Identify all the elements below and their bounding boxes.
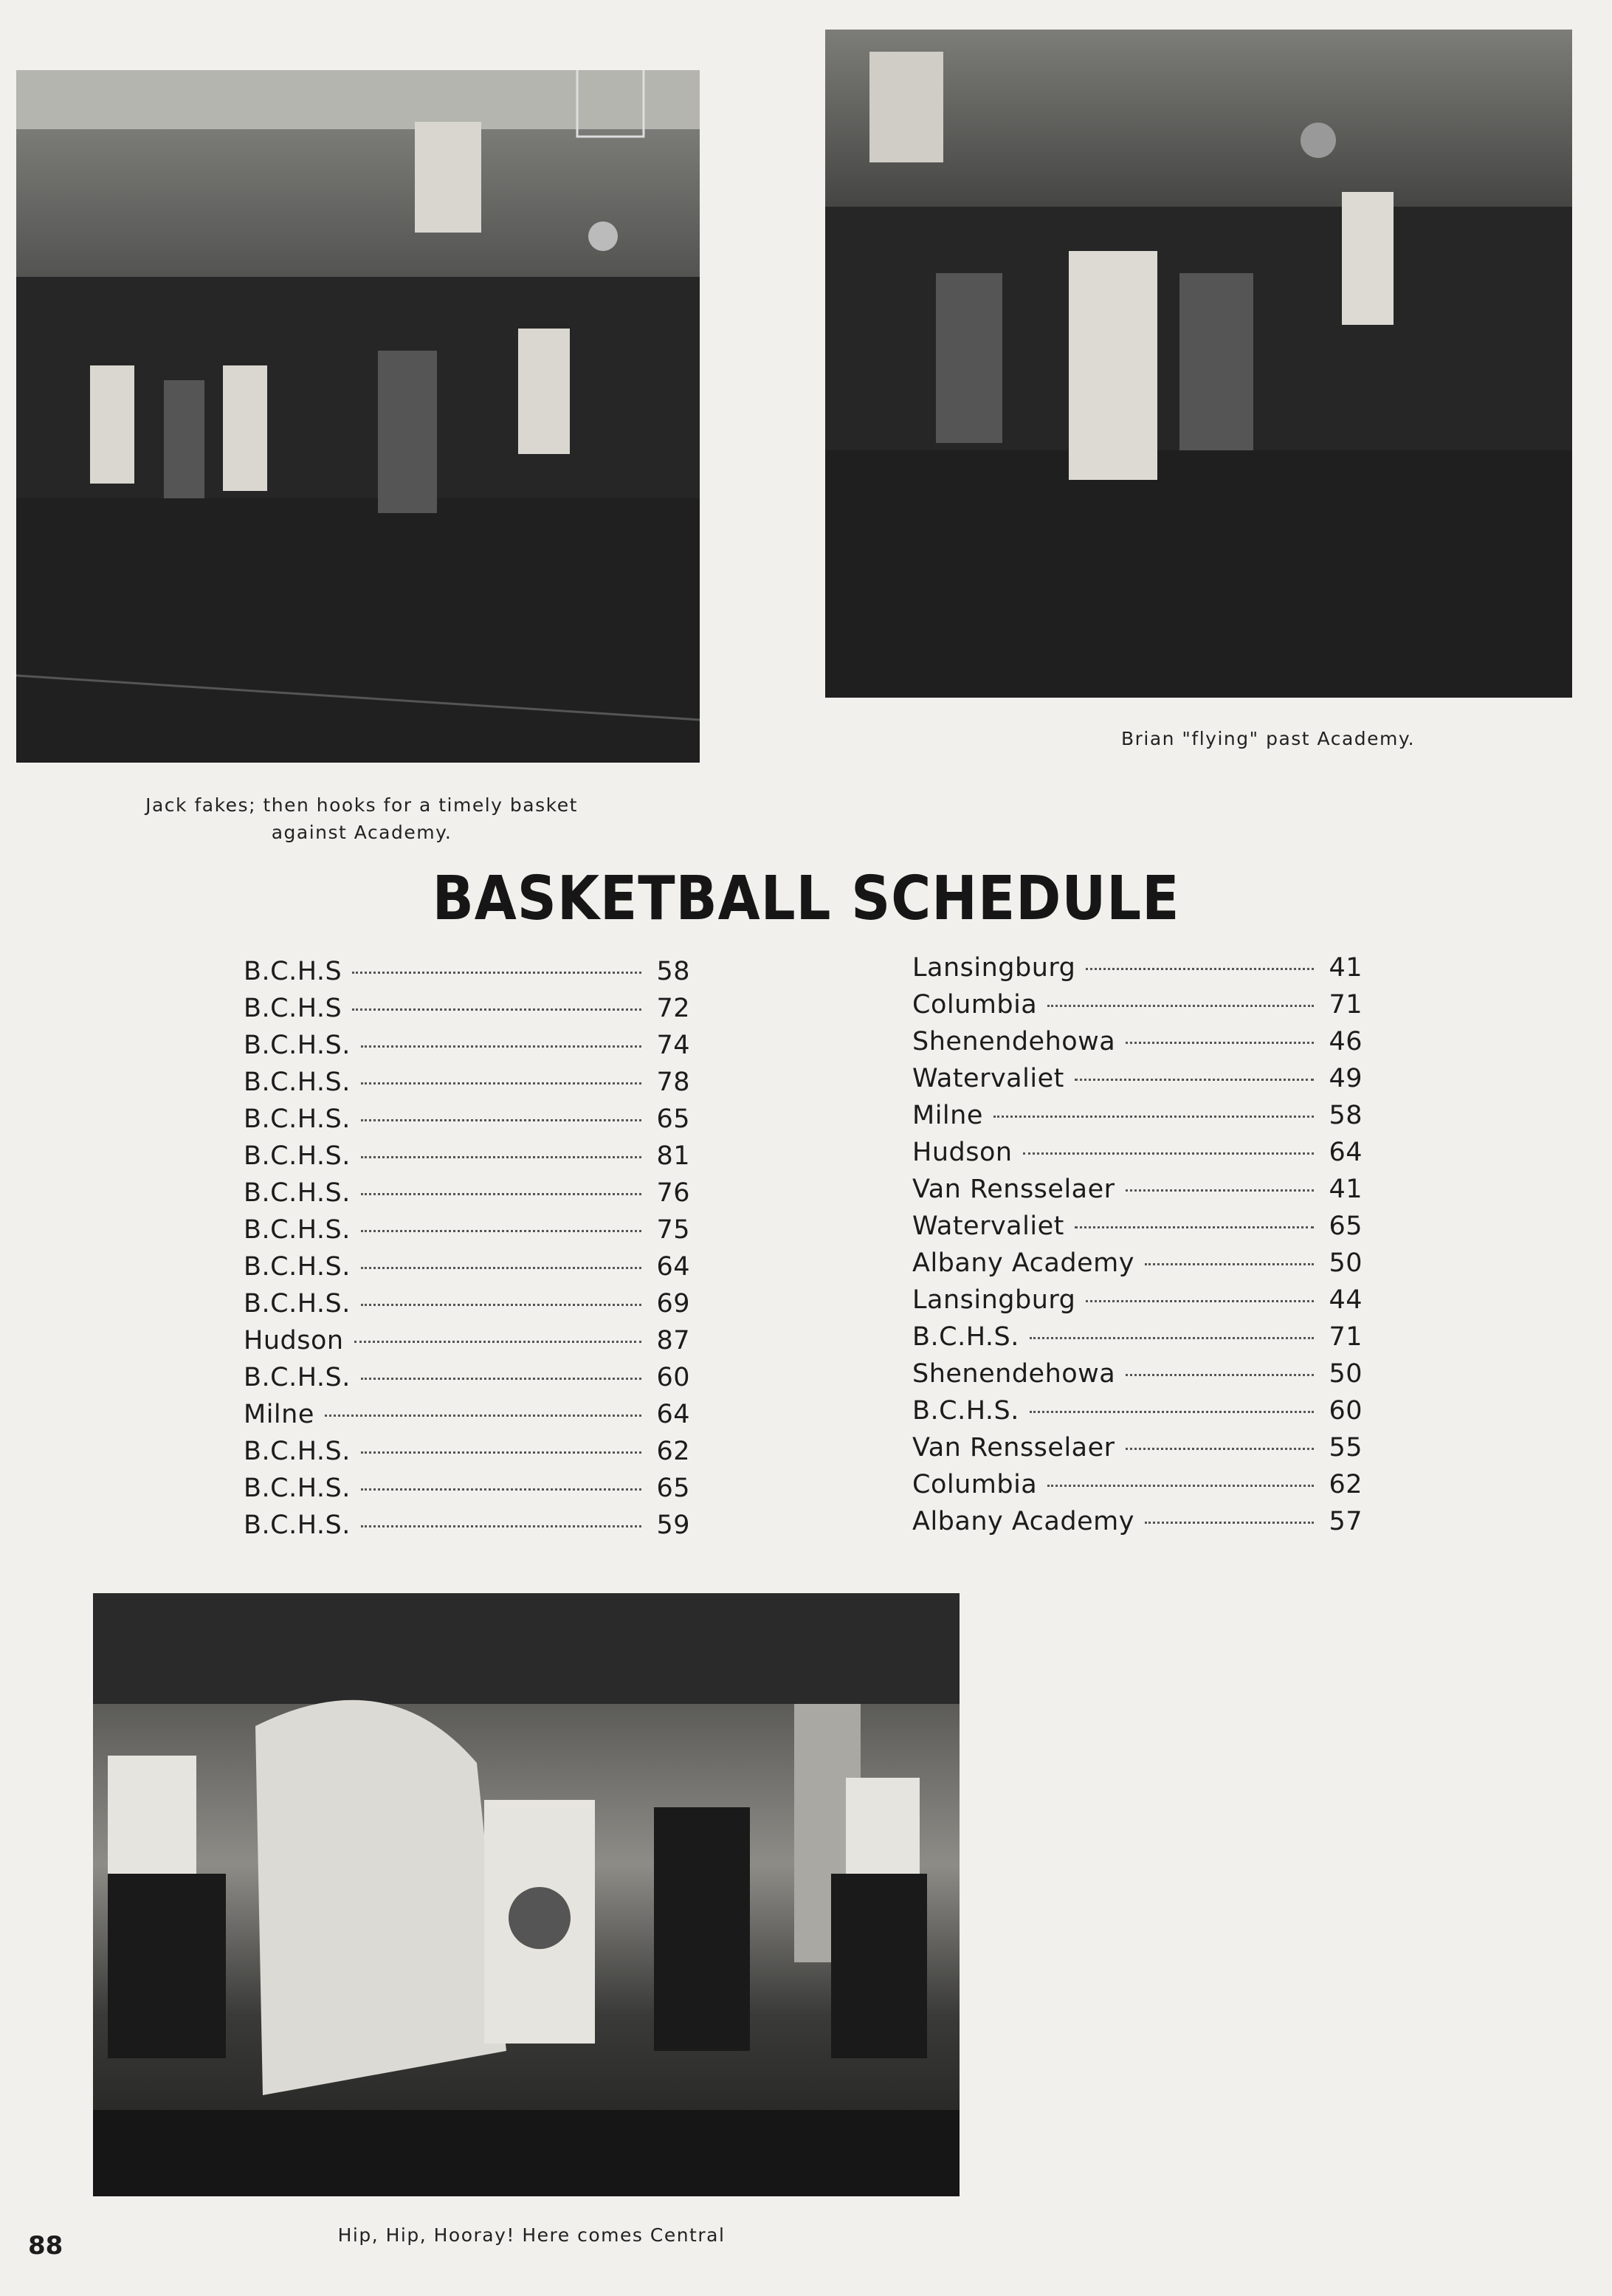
schedule-row bbox=[244, 994, 690, 1031]
team-score: 72 bbox=[656, 994, 690, 1023]
team-name: Columbia bbox=[912, 1470, 1038, 1499]
team-score: 41 bbox=[1329, 1175, 1363, 1204]
team-name: B.C.H.S. bbox=[244, 1031, 351, 1060]
schedule-row bbox=[912, 1507, 1363, 1544]
photo-brian-flying-image bbox=[825, 30, 1572, 698]
team-name: B.C.H.S. bbox=[244, 1510, 351, 1540]
dot-leader bbox=[1023, 1152, 1314, 1155]
team-name: Hudson bbox=[244, 1326, 344, 1355]
schedule-row bbox=[912, 1211, 1363, 1248]
team-name: Shenendehowa bbox=[912, 1359, 1116, 1389]
team-score: 64 bbox=[656, 1252, 690, 1282]
dot-leader bbox=[1047, 1485, 1314, 1487]
schedule-row bbox=[244, 1104, 690, 1141]
team-score: 50 bbox=[1329, 1248, 1363, 1278]
dot-leader bbox=[1145, 1263, 1314, 1265]
dot-leader bbox=[1075, 1226, 1314, 1228]
team-name: B.C.H.S. bbox=[244, 1289, 351, 1319]
team-name: B.C.H.S. bbox=[244, 1178, 351, 1208]
dot-leader bbox=[993, 1116, 1314, 1118]
team-name: B.C.H.S. bbox=[244, 1215, 351, 1245]
team-name: Milne bbox=[244, 1400, 314, 1429]
team-name: Lansingburg bbox=[912, 1285, 1076, 1315]
dot-leader bbox=[352, 1008, 641, 1011]
schedule-right-column bbox=[912, 953, 1363, 1544]
schedule-row bbox=[244, 1326, 690, 1363]
schedule-row bbox=[244, 1510, 690, 1547]
schedule-row bbox=[912, 1248, 1363, 1285]
dot-leader bbox=[361, 1488, 641, 1491]
team-name: B.C.H.S. bbox=[244, 1068, 351, 1097]
dot-leader bbox=[361, 1193, 641, 1195]
schedule-row bbox=[244, 1363, 690, 1400]
schedule-row bbox=[912, 1433, 1363, 1470]
schedule-row bbox=[912, 1027, 1363, 1064]
team-name: B.C.H.S bbox=[244, 957, 342, 986]
schedule-left-column bbox=[244, 957, 690, 1547]
dot-leader bbox=[1047, 1005, 1314, 1007]
dot-leader bbox=[1145, 1522, 1314, 1524]
team-score: 41 bbox=[1329, 953, 1363, 983]
schedule-row bbox=[244, 1068, 690, 1104]
dot-leader bbox=[1126, 1448, 1314, 1450]
team-score: 76 bbox=[656, 1178, 690, 1208]
team-score: 65 bbox=[656, 1474, 690, 1503]
schedule-row bbox=[244, 1437, 690, 1474]
dot-leader bbox=[361, 1230, 641, 1232]
schedule-row bbox=[912, 1470, 1363, 1507]
page-number: 88 bbox=[28, 2231, 63, 2261]
photo-brian-flying bbox=[825, 30, 1572, 698]
team-name: Van Rensselaer bbox=[912, 1433, 1115, 1463]
dot-leader bbox=[361, 1451, 641, 1454]
team-score: 87 bbox=[656, 1326, 690, 1355]
team-score: 60 bbox=[1329, 1396, 1363, 1426]
team-score: 71 bbox=[1329, 990, 1363, 1020]
team-name: B.C.H.S. bbox=[244, 1252, 351, 1282]
schedule-row bbox=[912, 1138, 1363, 1175]
dot-leader bbox=[361, 1525, 641, 1527]
schedule-row bbox=[244, 1289, 690, 1326]
team-name: Albany Academy bbox=[912, 1507, 1134, 1536]
schedule-row bbox=[244, 1474, 690, 1510]
schedule-row bbox=[912, 1396, 1363, 1433]
dot-leader bbox=[1126, 1374, 1314, 1376]
schedule-row bbox=[244, 1252, 690, 1289]
dot-leader bbox=[1086, 968, 1314, 970]
dot-leader bbox=[361, 1304, 641, 1306]
team-name: Watervaliet bbox=[912, 1211, 1064, 1241]
dot-leader bbox=[325, 1415, 641, 1417]
team-score: 46 bbox=[1329, 1027, 1363, 1056]
team-name: Albany Academy bbox=[912, 1248, 1134, 1278]
team-score: 58 bbox=[1329, 1101, 1363, 1130]
team-score: 60 bbox=[656, 1363, 690, 1392]
dot-leader bbox=[1075, 1079, 1314, 1081]
dot-leader bbox=[361, 1045, 641, 1048]
schedule-row bbox=[912, 990, 1363, 1027]
dot-leader bbox=[361, 1119, 641, 1121]
dot-leader bbox=[361, 1378, 641, 1380]
team-score: 64 bbox=[656, 1400, 690, 1429]
caption-hip-hooray: Hip, Hip, Hooray! Here comes Central bbox=[337, 2224, 726, 2246]
schedule-row bbox=[912, 953, 1363, 990]
team-name: Milne bbox=[912, 1101, 983, 1130]
schedule-title: BASKETBALL SCHEDULE bbox=[432, 864, 1180, 934]
dot-leader bbox=[1086, 1300, 1314, 1302]
caption-jack-line1: Jack fakes; then hooks for a timely basket bbox=[145, 794, 578, 816]
team-name: B.C.H.S bbox=[244, 994, 342, 1023]
team-name: B.C.H.S. bbox=[244, 1141, 351, 1171]
dot-leader bbox=[1030, 1337, 1314, 1339]
photo-hip-hooray-image bbox=[93, 1593, 960, 2196]
schedule-row bbox=[912, 1322, 1363, 1359]
team-name: Columbia bbox=[912, 990, 1038, 1020]
schedule-row bbox=[244, 1178, 690, 1215]
dot-leader bbox=[1126, 1042, 1314, 1044]
team-name: B.C.H.S. bbox=[912, 1322, 1019, 1352]
photo-jack-hook-shot bbox=[16, 70, 700, 763]
team-score: 55 bbox=[1329, 1433, 1363, 1463]
team-name: Hudson bbox=[912, 1138, 1013, 1167]
team-score: 58 bbox=[656, 957, 690, 986]
team-name: B.C.H.S. bbox=[244, 1363, 351, 1392]
team-score: 71 bbox=[1329, 1322, 1363, 1352]
photo-hip-hooray bbox=[93, 1593, 960, 2196]
team-score: 74 bbox=[656, 1031, 690, 1060]
team-score: 49 bbox=[1329, 1064, 1363, 1093]
schedule-row bbox=[912, 1064, 1363, 1101]
team-score: 50 bbox=[1329, 1359, 1363, 1389]
team-name: B.C.H.S. bbox=[244, 1437, 351, 1466]
schedule-row bbox=[244, 1400, 690, 1437]
photo-jack-hook-shot-image bbox=[16, 70, 700, 763]
team-score: 64 bbox=[1329, 1138, 1363, 1167]
team-score: 69 bbox=[656, 1289, 690, 1319]
team-score: 62 bbox=[1329, 1470, 1363, 1499]
team-name: B.C.H.S. bbox=[244, 1104, 351, 1134]
schedule-row bbox=[244, 1141, 690, 1178]
team-name: B.C.H.S. bbox=[244, 1474, 351, 1503]
team-score: 59 bbox=[656, 1510, 690, 1540]
dot-leader bbox=[1030, 1411, 1314, 1413]
dot-leader bbox=[352, 972, 641, 974]
schedule-row bbox=[912, 1101, 1363, 1138]
dot-leader bbox=[354, 1341, 641, 1343]
caption-jack-line2: against Academy. bbox=[271, 822, 452, 843]
schedule-row bbox=[244, 957, 690, 994]
schedule-row bbox=[912, 1285, 1363, 1322]
dot-leader bbox=[361, 1156, 641, 1158]
team-name: Van Rensselaer bbox=[912, 1175, 1115, 1204]
schedule-row bbox=[244, 1215, 690, 1252]
team-score: 44 bbox=[1329, 1285, 1363, 1315]
schedule-row bbox=[912, 1175, 1363, 1211]
dot-leader bbox=[1126, 1189, 1314, 1192]
schedule-row bbox=[912, 1359, 1363, 1396]
team-score: 65 bbox=[656, 1104, 690, 1134]
dot-leader bbox=[361, 1267, 641, 1269]
team-score: 57 bbox=[1329, 1507, 1363, 1536]
team-score: 75 bbox=[656, 1215, 690, 1245]
team-name: Watervaliet bbox=[912, 1064, 1064, 1093]
schedule-row bbox=[244, 1031, 690, 1068]
team-name: Lansingburg bbox=[912, 953, 1076, 983]
team-score: 78 bbox=[656, 1068, 690, 1097]
team-score: 62 bbox=[656, 1437, 690, 1466]
caption-brian: Brian "flying" past Academy. bbox=[1120, 728, 1416, 749]
team-score: 65 bbox=[1329, 1211, 1363, 1241]
team-name: Shenendehowa bbox=[912, 1027, 1116, 1056]
team-score: 81 bbox=[656, 1141, 690, 1171]
team-name: B.C.H.S. bbox=[912, 1396, 1019, 1426]
dot-leader bbox=[361, 1082, 641, 1085]
